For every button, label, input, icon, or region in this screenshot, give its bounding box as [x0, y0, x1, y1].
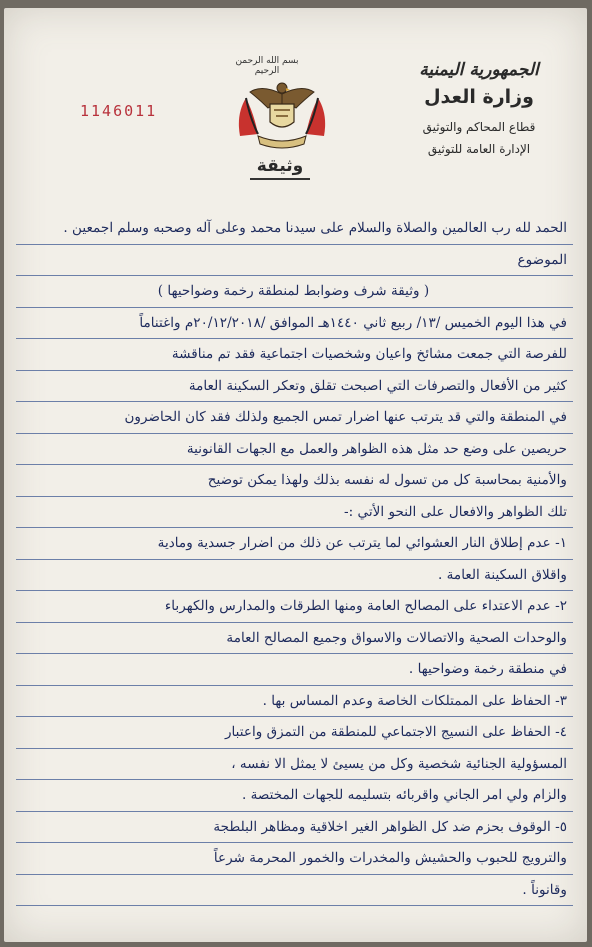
text-line: والأمنية بمحاسبة كل من تسول له نفسه بذلك ولهذا يمكن توضيح — [16, 465, 573, 497]
document-header — [4, 8, 587, 198]
republic-name: الجمهورية اليمنية — [419, 60, 539, 80]
basmala: بسم الله الرحمن الرحيم — [235, 56, 299, 76]
text-line: في هذا اليوم الخميس /١٣/ ربيع ثاني ١٤٤٠هـ الموافق /٢٠/١٢/٢٠١٨م واغتناماً — [16, 308, 573, 340]
clause-5: ٥- الوقوف بحزم ضد كل الظواهر الغير اخلاقية ومظاهر البلطجة — [16, 812, 573, 844]
text-line: والوحدات الصحية والاتصالات والاسواق وجميع المصالح العامة — [16, 623, 573, 655]
ministry-name: وزارة العدل — [424, 86, 534, 108]
clause-3: ٣- الحفاظ على الممتلكات الخاصة وعدم المساس بها . — [16, 686, 573, 718]
document-title: ( وثيقة شرف وضوابط لمنطقة رخمة وضواحيها ) — [16, 276, 573, 308]
text-line: كثير من الأفعال والتصرفات التي اصبحت تقلق وتعكر السكينة العامة — [16, 371, 573, 403]
document-page — [4, 8, 587, 942]
text-line: في المنطقة والتي قد يترتب عنها اضرار تمس الجميع ولذلك فقد كان الحاضرون — [16, 402, 573, 434]
serial-number: 1146011 — [80, 102, 158, 120]
sector-name: قطاع المحاكم والتوثيق — [422, 120, 536, 134]
text-line: المسؤولية الجنائية شخصية وكل من يسيئ لا يمثل الا نفسه ، — [16, 749, 573, 781]
text-line: حريصين على وضع حد مثل هذه الظواهر والعمل مع الجهات القانونية — [16, 434, 573, 466]
document-body — [16, 213, 573, 906]
text-line: وقانوناً . — [16, 875, 573, 907]
text-line: في منطقة رخمة وضواحيها . — [16, 654, 573, 686]
clause-4: ٤- الحفاظ على النسيج الاجتماعي للمنطقة من التمزق واعتبار — [16, 717, 573, 749]
yemen-eagle-emblem-icon — [232, 74, 332, 154]
ministry-letterhead — [399, 60, 559, 156]
text-line: الحمد لله رب العالمين والصلاة والسلام على سيدنا محمد وعلى آله وصحبه وسلم اجمعين . — [16, 213, 573, 245]
clause-1: ١- عدم إطلاق النار العشوائي لما يترتب عن ذلك من اضرار جسدية ومادية — [16, 528, 573, 560]
clause-2: ٢- عدم الاعتداء على المصالح العامة ومنها الطرقات والمدارس والكهرباء — [16, 591, 573, 623]
administration-name: الإدارة العامة للتوثيق — [427, 142, 531, 156]
text-line: للفرصة التي جمعت مشائخ واعيان وشخصيات اجتماعية فقد تم مناقشة — [16, 339, 573, 371]
text-line: والترويج للحبوب والحشيش والمخدرات والخمور المحرمة شرعاً — [16, 843, 573, 875]
text-line: تلك الظواهر والافعال على النحو الأتي :- — [16, 497, 573, 529]
text-line: والزام ولي امر الجاني واقربائه بتسليمه للجهات المختصة . — [16, 780, 573, 812]
subject-heading: الموضوع — [16, 245, 573, 277]
document-label: وثيقة — [250, 156, 310, 180]
text-line: واقلاق السكينة العامة . — [16, 560, 573, 592]
